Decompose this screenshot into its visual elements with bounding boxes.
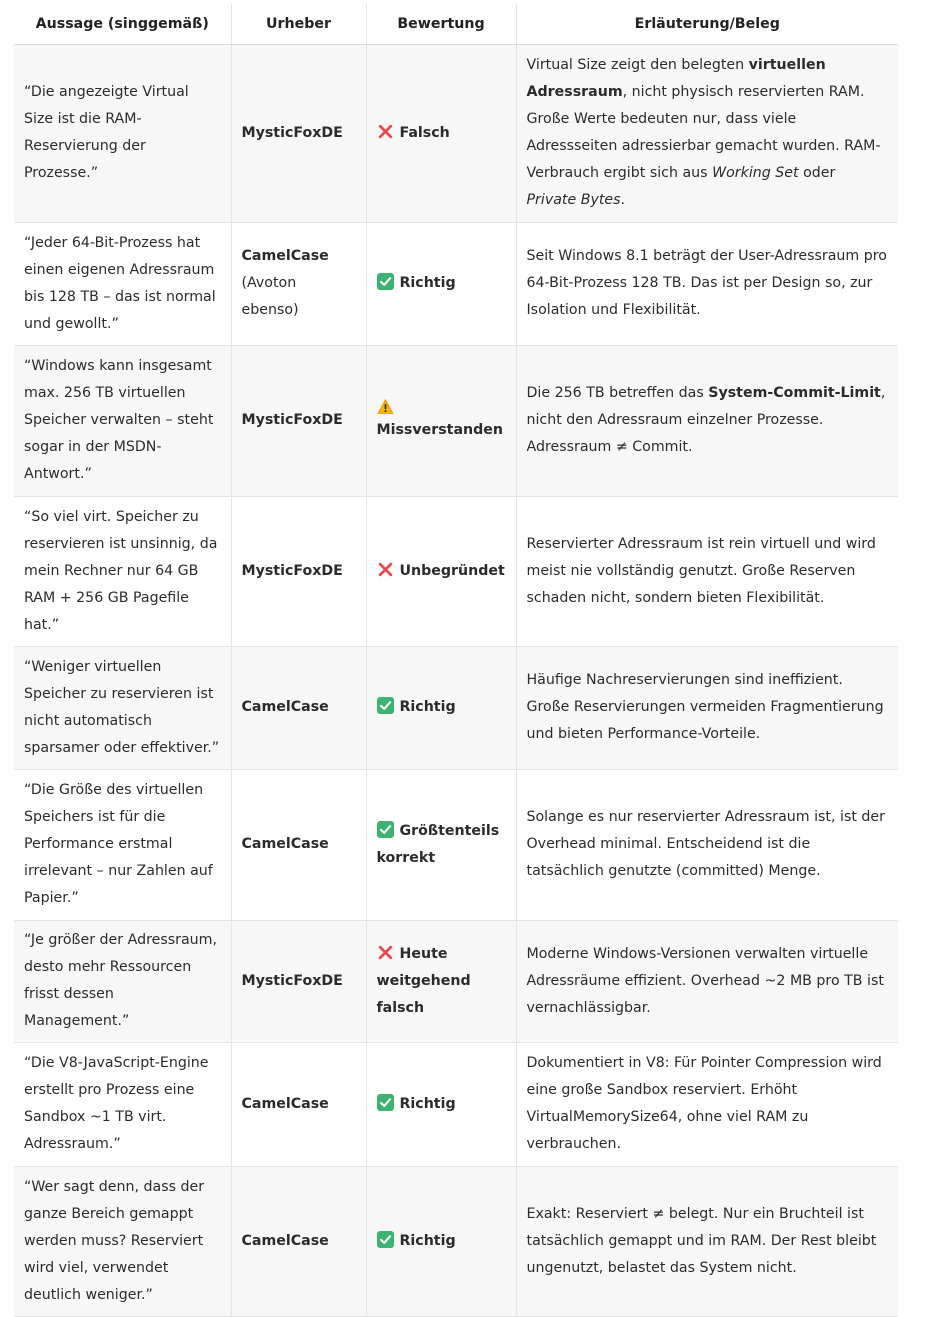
explanation-cell: Dokumentiert in V8: Für Pointer Compression wird eine große Sandbox reserviert. Erhöht VirtualMemorySize64, ohne viel RAM zu verbrauchen.	[516, 1043, 898, 1167]
header-author: Urheber	[231, 4, 366, 45]
rating-label: Missverstanden	[376, 421, 504, 438]
explanation-text: , nicht den Adressraum einzelner Prozesse. Adressraum ≠ Commit.	[526, 385, 886, 455]
explanation-text: Virtual Size zeigt den belegten	[526, 57, 749, 73]
explanation-cell: Reservierter Adressraum ist rein virtuell und wird meist nie vollständig genutzt. Große Reserven schaden nicht, sondern bieten Flexibilität.	[516, 497, 898, 647]
author-cell	[231, 1167, 366, 1317]
check-icon	[377, 1231, 394, 1248]
author-cell	[231, 497, 366, 647]
explanation-cell	[516, 45, 898, 223]
author-cell	[231, 346, 366, 497]
author-name: CamelCase	[241, 699, 329, 715]
author-cell	[231, 1043, 366, 1167]
explanation-bold: System-Commit-Limit	[708, 385, 881, 401]
explanation-cell: Seit Windows 8.1 beträgt der User-Adressraum pro 64-Bit-Prozess 128 TB. Das ist per Design so, zur Isolation und Flexibilität.	[516, 223, 898, 346]
rating-label: Falsch	[399, 124, 450, 141]
check-icon	[377, 273, 394, 290]
explanation-text: .	[620, 192, 626, 208]
table-row	[14, 346, 898, 497]
author-cell	[231, 770, 366, 921]
rating-cell	[366, 45, 516, 223]
author-name: CamelCase	[241, 1232, 329, 1249]
rating-cell	[366, 647, 516, 770]
author-cell	[231, 647, 366, 770]
table-row	[14, 921, 898, 1043]
rating-cell	[366, 223, 516, 346]
check-icon	[377, 821, 394, 838]
author-name: CamelCase	[241, 1095, 329, 1112]
table-row	[14, 1043, 898, 1167]
cross-icon	[377, 561, 394, 578]
table-row	[14, 770, 898, 921]
explanation-text: , nicht physisch reservierten RAM. Große Werte bedeuten nur, dass viele Adressseiten adressierbar gemacht wurden. RAM-Verbrauch ergibt sich aus	[526, 84, 881, 181]
statement-cell: “Weniger virtuellen Speicher zu reservieren ist nicht automatisch sparsamer oder effektiver.”	[14, 647, 231, 770]
explanation-italic: Private Bytes	[526, 192, 621, 208]
rating-verdict	[377, 398, 506, 438]
cross-icon	[377, 944, 394, 961]
explanation-text: Die 256 TB betreffen das	[526, 385, 709, 401]
rating-label: Größtenteils korrekt	[376, 822, 500, 866]
statement-cell: “So viel virt. Speicher zu reservieren ist unsinnig, da mein Rechner nur 64 GB RAM + 256 GB Pagefile hat.”	[14, 497, 231, 647]
author-name: CamelCase	[241, 248, 329, 264]
author-note: (Avoton ebenso)	[241, 275, 299, 318]
statement-cell: “Wer sagt denn, dass der ganze Bereich gemappt werden muss? Reserviert wird viel, verwendet deutlich weniger.”	[14, 1167, 231, 1317]
rating-verdict	[377, 1096, 456, 1112]
author-cell	[231, 223, 366, 346]
author-cell	[231, 45, 366, 223]
rating-cell	[366, 1167, 516, 1317]
rating-cell	[366, 770, 516, 921]
author-cell	[231, 921, 366, 1043]
explanation-cell: Moderne Windows-Versionen verwalten virtuelle Adressräume effizient. Overhead ~2 MB pro TB ist vernachlässigbar.	[516, 921, 898, 1043]
rating-verdict	[377, 563, 505, 579]
rating-verdict	[377, 946, 471, 1016]
rating-cell	[366, 497, 516, 647]
statement-cell: “Die V8-JavaScript-Engine erstellt pro Prozess eine Sandbox ~1 TB virt. Adressraum.”	[14, 1043, 231, 1167]
rating-label: Heute weitgehend falsch	[376, 945, 471, 1016]
statement-cell: “Die Größe des virtuellen Speichers ist für die Performance erstmal irrelevant – nur Zahlen auf Papier.”	[14, 770, 231, 921]
rating-verdict	[377, 275, 456, 291]
header-rating: Bewertung	[366, 4, 516, 45]
table-row	[14, 1167, 898, 1317]
explanation-cell	[516, 346, 898, 497]
explanation-text: oder	[798, 165, 836, 181]
rating-verdict	[377, 699, 456, 715]
explanation-bold: virtuellen Adressraum	[526, 57, 826, 100]
rating-cell	[366, 1043, 516, 1167]
rating-verdict	[377, 823, 500, 866]
statement-cell: “Je größer der Adressraum, desto mehr Ressourcen frisst dessen Management.”	[14, 921, 231, 1043]
table-row	[14, 223, 898, 346]
header-statement: Aussage (singgemäß)	[14, 4, 231, 45]
rating-label: Unbegründet	[399, 562, 505, 579]
author-name: MysticFoxDE	[241, 412, 343, 428]
author-name: MysticFoxDE	[241, 124, 343, 141]
rating-verdict	[377, 1233, 456, 1249]
explanation-cell: Exakt: Reserviert ≠ belegt. Nur ein Bruchteil ist tatsächlich gemappt und im RAM. Der Rest bleibt ungenutzt, belastet das System nicht.	[516, 1167, 898, 1317]
rating-label: Richtig	[399, 699, 456, 715]
table-header-row	[14, 4, 898, 45]
author-name: MysticFoxDE	[241, 562, 343, 579]
check-icon	[377, 1094, 394, 1111]
statement-cell: “Windows kann insgesamt max. 256 TB virtuellen Speicher verwalten – steht sogar in der MSDN-Antwort.”	[14, 346, 231, 497]
rating-cell	[366, 921, 516, 1043]
author-name: CamelCase	[241, 836, 329, 852]
rating-label: Richtig	[399, 1232, 456, 1249]
statement-cell: “Jeder 64-Bit-Prozess hat einen eigenen Adressraum bis 128 TB – das ist normal und gewollt.”	[14, 223, 231, 346]
table-row	[14, 497, 898, 647]
rating-verdict	[377, 125, 450, 141]
table-row	[14, 45, 898, 223]
explanation-italic: Working Set	[712, 165, 799, 181]
check-icon	[377, 697, 394, 714]
author-name: MysticFoxDE	[241, 972, 343, 989]
claims-table	[14, 4, 898, 1317]
explanation-cell: Solange es nur reservierter Adressraum ist, ist der Overhead minimal. Entscheidend ist die tatsächlich genutzte (committed) Menge.	[516, 770, 898, 921]
header-explanation: Erläuterung/Beleg	[516, 4, 898, 45]
rating-cell	[366, 346, 516, 497]
warning-icon	[377, 398, 394, 415]
cross-icon	[377, 123, 394, 140]
rating-label: Richtig	[399, 275, 456, 291]
explanation-cell: Häufige Nachreservierungen sind ineffizient. Große Reservierungen vermeiden Fragmentierung und bieten Performance-Vorteile.	[516, 647, 898, 770]
statement-cell: “Die angezeigte Virtual Size ist die RAM-Reservierung der Prozesse.”	[14, 45, 231, 223]
rating-label: Richtig	[399, 1095, 456, 1112]
table-row	[14, 647, 898, 770]
